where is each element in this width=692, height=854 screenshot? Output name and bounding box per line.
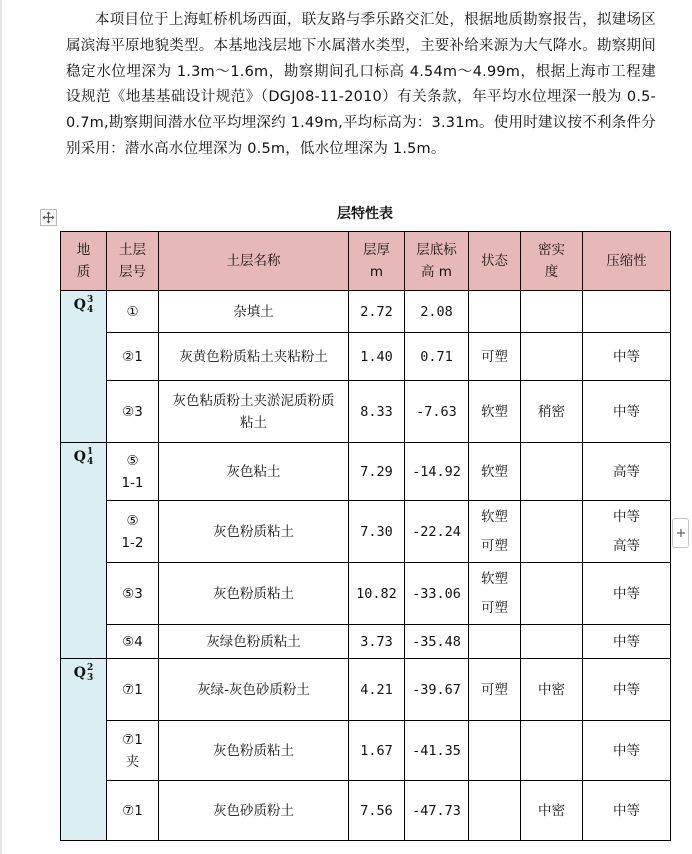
- density-cell: [521, 291, 583, 333]
- table-row: [61, 381, 671, 443]
- header-layer-no: 土层 层号: [107, 232, 159, 291]
- elevation-cell: [405, 443, 469, 501]
- era-symbol: [74, 447, 93, 467]
- layer-name: 灰绿色粉质粘土: [206, 633, 301, 650]
- thickness-cell: [349, 721, 405, 781]
- elevation-cell: [405, 659, 469, 721]
- header-thickness: 层厚 m: [349, 232, 405, 291]
- elevation-value: -41.35: [412, 742, 461, 759]
- layer-number-cell: [107, 721, 159, 781]
- body-paragraph: 本项目位于上海虹桥机场西面，联友路与季乐路交汇处，根据地质勘察报告，拟建场区属滨海平原地貌类型。本基地浅层地下水属潜水类型，主要补给来源为大气降水。勘察期间稳定水位埋深为 1.3m～1.6m，勘察期间孔口标高 4.54m～4.99m，根据上海市工程建设规范《地基基础设计规范》（DGJ08-11-2010）有关条款，年平均水位埋深一般为 0.5-0.7m,勘察期间潜水位平均埋深约 1.49m,平均标高为：3.31m。使用时建议按不利条件分别采用：潜水高水位埋深为 0.5m，低水位埋深为 1.5m。: [66, 12, 656, 157]
- compressibility-cell: [583, 291, 671, 333]
- elevation-value: 0.71: [420, 348, 453, 365]
- compressibility-cell: [583, 721, 671, 781]
- compressibility-cell: [583, 563, 671, 625]
- era-superscript: 3: [86, 295, 94, 305]
- layer-name: 灰黄色粉质粘土夹粘粉土: [179, 348, 328, 365]
- density-value: 中密: [538, 681, 565, 698]
- compressibility-cell: [583, 625, 671, 659]
- layer-number-cell: [107, 501, 159, 563]
- thickness-cell: [349, 501, 405, 563]
- state-cell: [469, 625, 521, 659]
- thickness-value: 1.40: [360, 348, 393, 365]
- era-symbol: [74, 663, 93, 683]
- layer-name-cell: [159, 721, 349, 781]
- layer-number: ⑦1: [122, 681, 143, 698]
- compressibility-value: 中等: [613, 585, 640, 602]
- table-row: [61, 563, 671, 625]
- thickness-cell: [349, 381, 405, 443]
- era-subscript: 4: [86, 457, 94, 467]
- layer-name-cell: [159, 501, 349, 563]
- thickness-value: 3.73: [360, 633, 393, 650]
- layer-name: 灰色粉质粘土: [213, 523, 294, 540]
- four-arrow-move-icon: [42, 211, 55, 224]
- layer-number-cell: [107, 659, 159, 721]
- geologic-era-cell: [61, 443, 107, 659]
- elevation-value: -7.63: [416, 403, 457, 420]
- thickness-cell: [349, 291, 405, 333]
- page-left-edge: [0, 0, 2, 854]
- era-base: Q: [73, 297, 86, 313]
- elevation-cell: [405, 781, 469, 841]
- elevation-cell: [405, 721, 469, 781]
- layer-name-cell: [159, 291, 349, 333]
- density-cell: [521, 781, 583, 841]
- layer-name: 灰色粉质粘土: [213, 585, 294, 602]
- layer-name: 杂填土: [233, 303, 274, 320]
- table-title: 层特性表: [337, 206, 393, 222]
- table-row: [61, 501, 671, 563]
- era-subscript: 4: [86, 305, 94, 315]
- compressibility-value: 中等: [613, 348, 640, 365]
- table-add-column-button[interactable]: [672, 518, 689, 548]
- elevation-cell: [405, 381, 469, 443]
- table-row: [61, 291, 671, 333]
- header-layer-name: 土层名称: [159, 232, 349, 291]
- density-cell: [521, 563, 583, 625]
- era-superscript: 2: [86, 663, 94, 673]
- elevation-cell: [405, 625, 469, 659]
- header-state: 状态: [469, 232, 521, 291]
- compressibility-cell: [583, 333, 671, 381]
- compressibility-cell: [583, 659, 671, 721]
- state-value: 软塑: [481, 463, 508, 480]
- compressibility-value: 中等: [613, 802, 640, 819]
- thickness-value: 10.82: [356, 585, 397, 602]
- layer-number-cell: [107, 443, 159, 501]
- layer-name-cell: [159, 625, 349, 659]
- layer-name-cell: [159, 781, 349, 841]
- layer-name: 灰色砂质粉土: [213, 802, 294, 819]
- density-cell: [521, 443, 583, 501]
- state-value: 软塑: [481, 508, 508, 525]
- layer-number: 1-2: [121, 534, 144, 551]
- layer-name-cell: [159, 381, 349, 443]
- table-row: [61, 781, 671, 841]
- density-value: 中密: [538, 802, 565, 819]
- compressibility-value: 中等: [613, 742, 640, 759]
- elevation-value: -14.92: [412, 463, 461, 480]
- layer-number-cell: [107, 563, 159, 625]
- header-compressibility: 压缩性: [583, 232, 671, 291]
- density-cell: [521, 659, 583, 721]
- thickness-cell: [349, 659, 405, 721]
- thickness-value: 7.30: [360, 523, 393, 540]
- layer-name: 灰绿-灰色砂质粉土: [197, 681, 310, 698]
- state-cell: [469, 333, 521, 381]
- layer-number: ⑦1: [122, 802, 143, 819]
- state-cell: [469, 721, 521, 781]
- layer-number: ②3: [122, 403, 143, 420]
- thickness-cell: [349, 443, 405, 501]
- layer-number: ⑤: [126, 512, 139, 529]
- elevation-value: -47.73: [412, 802, 461, 819]
- table-row: [61, 333, 671, 381]
- header-density: 密实 度: [521, 232, 583, 291]
- era-symbol: [74, 295, 93, 315]
- layer-name-cell: [159, 443, 349, 501]
- era-superscript: 1: [86, 447, 94, 457]
- elevation-value: 2.08: [420, 303, 453, 320]
- layer-number: ⑦1: [122, 731, 143, 748]
- density-cell: [521, 333, 583, 381]
- elevation-value: -39.67: [412, 681, 461, 698]
- compressibility-value: 中等: [613, 633, 640, 650]
- layer-number-cell: [107, 625, 159, 659]
- compressibility-value: 中等: [613, 403, 640, 420]
- layer-number-cell: [107, 781, 159, 841]
- geologic-era-cell: [61, 291, 107, 443]
- header-era: 地 质: [61, 232, 107, 291]
- thickness-value: 8.33: [360, 403, 393, 420]
- layer-number: 1-1: [121, 474, 144, 491]
- thickness-value: 2.72: [360, 303, 393, 320]
- thickness-cell: [349, 625, 405, 659]
- state-cell: [469, 443, 521, 501]
- table-move-handle[interactable]: [40, 209, 57, 226]
- compressibility-value: 高等: [613, 537, 640, 554]
- layer-number-cell: [107, 381, 159, 443]
- compressibility-value: 高等: [613, 463, 640, 480]
- layer-number: ⑤4: [122, 633, 143, 650]
- layer-number: 夹: [125, 753, 140, 770]
- layer-name-cell: [159, 659, 349, 721]
- density-cell: [521, 625, 583, 659]
- state-cell: [469, 381, 521, 443]
- state-cell: [469, 659, 521, 721]
- layer-number-cell: [107, 291, 159, 333]
- header-bottom-elevation: 层底标 高 m: [405, 232, 469, 291]
- elevation-value: -22.24: [412, 523, 461, 540]
- state-cell: [469, 781, 521, 841]
- layer-number-cell: [107, 333, 159, 381]
- compressibility-value: 中等: [613, 508, 640, 525]
- state-value: 软塑: [481, 570, 508, 587]
- state-value: 可塑: [481, 681, 508, 698]
- thickness-value: 1.67: [360, 742, 393, 759]
- elevation-cell: [405, 291, 469, 333]
- table-row: [61, 625, 671, 659]
- state-value: 可塑: [481, 599, 508, 616]
- elevation-value: -35.48: [412, 633, 461, 650]
- layer-number: ⑤: [126, 452, 139, 469]
- layer-name: 灰色粘质粉土夹淤泥质粉质粘土: [172, 392, 335, 431]
- layer-name-cell: [159, 563, 349, 625]
- era-base: Q: [73, 665, 86, 681]
- table-header-row: [61, 232, 671, 291]
- state-value: 可塑: [481, 537, 508, 554]
- compressibility-cell: [583, 781, 671, 841]
- state-value: 软塑: [481, 403, 508, 420]
- density-cell: [521, 501, 583, 563]
- elevation-cell: [405, 563, 469, 625]
- thickness-value: 7.29: [360, 463, 393, 480]
- thickness-cell: [349, 333, 405, 381]
- era-base: Q: [73, 449, 86, 465]
- layer-name: 灰色粘土: [226, 463, 281, 480]
- plus-icon: [676, 528, 686, 538]
- compressibility-cell: [583, 381, 671, 443]
- density-cell: [521, 721, 583, 781]
- layer-name: 灰色粉质粘土: [213, 742, 294, 759]
- geologic-era-cell: [61, 659, 107, 841]
- compressibility-value: 中等: [613, 681, 640, 698]
- state-cell: [469, 501, 521, 563]
- elevation-value: -33.06: [412, 585, 461, 602]
- layer-properties-table: [60, 231, 671, 841]
- thickness-cell: [349, 781, 405, 841]
- thickness-value: 4.21: [360, 681, 393, 698]
- elevation-cell: [405, 501, 469, 563]
- era-subscript: 3: [86, 673, 94, 683]
- elevation-cell: [405, 333, 469, 381]
- table-row: [61, 443, 671, 501]
- layer-number: ①: [126, 303, 139, 320]
- thickness-cell: [349, 563, 405, 625]
- table-row: [61, 659, 671, 721]
- density-value: 稍密: [538, 403, 565, 420]
- state-cell: [469, 291, 521, 333]
- compressibility-cell: [583, 443, 671, 501]
- layer-name-cell: [159, 333, 349, 381]
- table-row: [61, 721, 671, 781]
- layer-number: ⑤3: [122, 585, 143, 602]
- state-value: 可塑: [481, 348, 508, 365]
- density-cell: [521, 381, 583, 443]
- state-cell: [469, 563, 521, 625]
- thickness-value: 7.56: [360, 802, 393, 819]
- layer-number: ②1: [122, 348, 143, 365]
- compressibility-cell: [583, 501, 671, 563]
